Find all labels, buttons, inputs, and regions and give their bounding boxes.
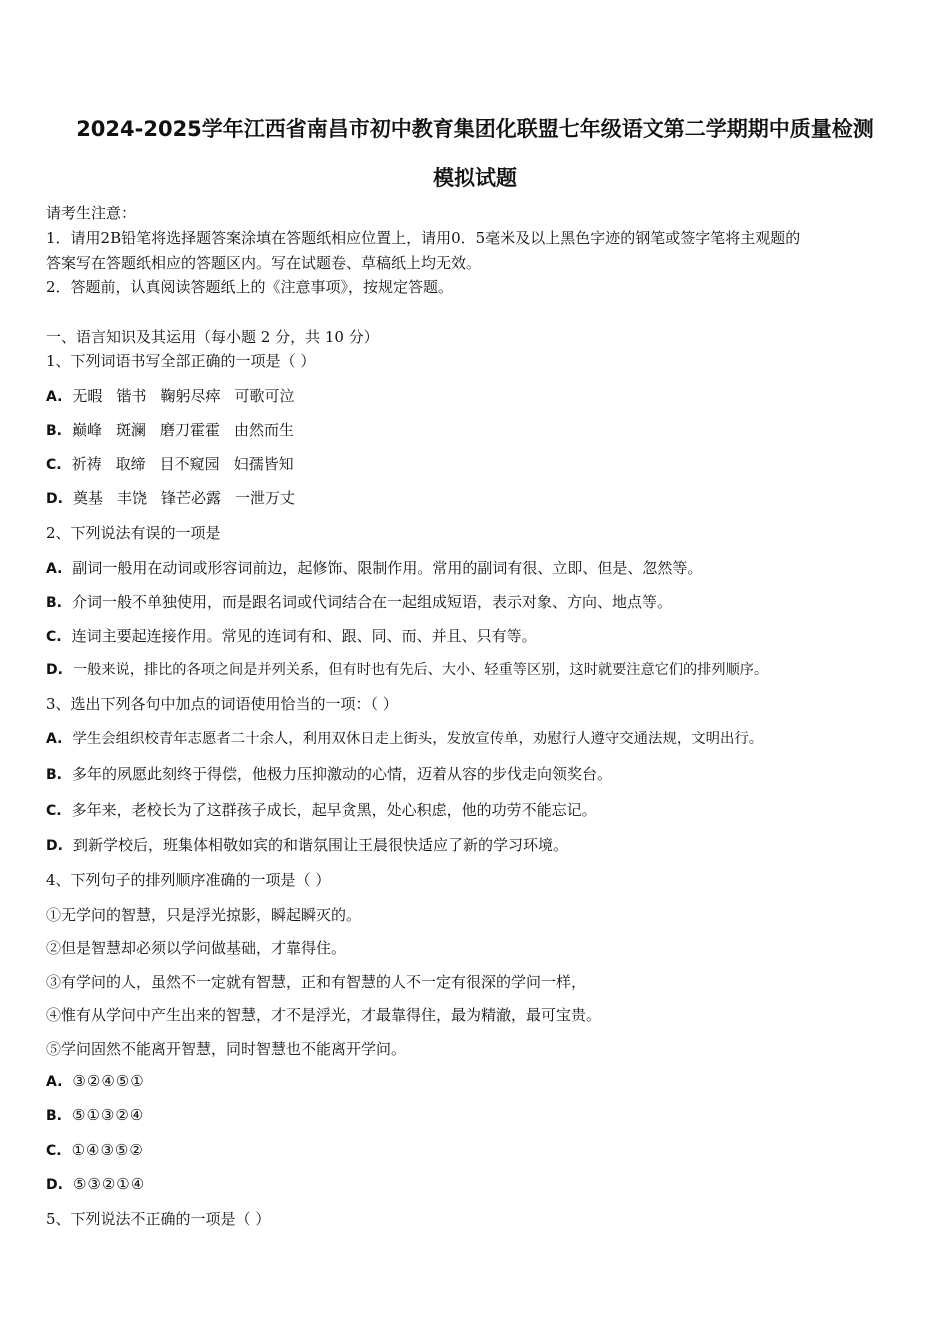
option-word: 妇孺皆知 bbox=[233, 455, 294, 473]
option-word: 取缔 bbox=[115, 455, 146, 473]
option-text: 学生会组织校青年志愿者二十余人，利用双休日走上街头，发放宣传单，劝慰行人遵守交通法规，文明出行。 bbox=[72, 731, 764, 747]
option-word: 祈祷 bbox=[71, 455, 102, 473]
question-4-sentence: ②但是智慧却必须以学问做基础，才靠得住。 bbox=[46, 939, 347, 957]
notice-item-1-cont: 答案写在答题纸相应的答题区内。写在试题卷、草稿纸上均无效。 bbox=[46, 254, 482, 272]
question-2-option-b bbox=[46, 592, 672, 613]
option-label: D. bbox=[46, 491, 63, 507]
option-label: A. bbox=[46, 1074, 63, 1090]
section-heading: 一、语言知识及其运用（每小题 2 分，共 10 分） bbox=[46, 328, 379, 346]
option-word: 巅峰 bbox=[72, 421, 103, 439]
question-3-option-a bbox=[46, 729, 763, 749]
question-4-sentence: ③有学问的人，虽然不一定就有智慧，正和有智慧的人不一定有很深的学问一样， bbox=[46, 973, 587, 991]
question-1-option-c bbox=[46, 454, 308, 475]
option-text: 介词一般不单独使用，而是跟名词或代词结合在一起组成短语，表示对象、方向、地点等。 bbox=[72, 593, 673, 611]
question-4-sentence: ①无学问的智慧，只是浮光掠影，瞬起瞬灭的。 bbox=[46, 906, 362, 924]
option-label: B. bbox=[46, 595, 62, 611]
option-text: ⑤③②①④ bbox=[72, 1175, 146, 1193]
option-label: B. bbox=[46, 767, 62, 783]
question-2-option-a bbox=[46, 558, 702, 579]
option-word: 奠基 bbox=[72, 489, 103, 507]
question-1-option-d bbox=[46, 488, 309, 509]
option-label: C. bbox=[46, 1143, 62, 1159]
option-word: 锴书 bbox=[116, 387, 147, 405]
option-text: ③②④⑤① bbox=[72, 1072, 145, 1090]
question-4-option-a bbox=[46, 1071, 145, 1092]
question-1-stem: 1、下列词语书写全部正确的一项是（ ） bbox=[46, 352, 316, 370]
question-2-option-d bbox=[46, 660, 768, 680]
option-label: A. bbox=[46, 389, 63, 405]
option-text: 连词主要起连接作用。常见的连词有和、跟、同、而、并且、只有等。 bbox=[71, 627, 537, 645]
question-2-stem: 2、下列说法有误的一项是 bbox=[46, 524, 221, 542]
question-3-stem: 3、选出下列各句中加点的词语使用恰当的一项：（ ） bbox=[46, 695, 398, 713]
option-label: A. bbox=[46, 561, 63, 577]
question-5-stem: 5、下列说法不正确的一项是（ ） bbox=[46, 1210, 271, 1228]
option-word: 由然而生 bbox=[234, 421, 295, 439]
option-text: 多年来，老校长为了这群孩子成长，起早贪黑，处心积虑，他的功劳不能忘记。 bbox=[71, 801, 597, 819]
question-4-sentence: ④惟有从学问中产生出来的智慧，才不是浮光，才最靠得住，最为精澈，最可宝贵。 bbox=[46, 1006, 602, 1024]
option-text: 多年的夙愿此刻终于得偿，他极力压抑激动的心情，迈着从容的步伐走向领奖台。 bbox=[72, 765, 613, 783]
question-3-option-c bbox=[46, 800, 597, 821]
option-word: 可歌可泣 bbox=[234, 387, 295, 405]
question-4-option-c bbox=[46, 1140, 144, 1161]
option-label: A. bbox=[46, 731, 63, 747]
option-word: 斑澜 bbox=[116, 421, 147, 439]
question-4-sentence: ⑤学问固然不能离开智慧，同时智慧也不能离开学问。 bbox=[46, 1040, 407, 1058]
page-title-line2: 模拟试题 bbox=[433, 166, 517, 190]
option-text: 副词一般用在动词或形容词前边，起修饰、限制作用。常用的副词有很、立即、但是、忽然等。 bbox=[72, 559, 703, 577]
option-label: C. bbox=[46, 803, 62, 819]
option-label: B. bbox=[46, 423, 62, 439]
question-4-option-d bbox=[46, 1174, 145, 1195]
option-word: 无暇 bbox=[72, 387, 103, 405]
option-word: 锋芒必露 bbox=[160, 489, 221, 507]
option-text: 一般来说，排比的各项之间是并列关系，但有时也有先后、大小、轻重等区别，这时就要注意它们的排列顺序。 bbox=[72, 662, 769, 678]
notice-item-2: 2．答题前，认真阅读答题纸上的《注意事项》，按规定答题。 bbox=[46, 278, 454, 296]
question-1-option-b bbox=[46, 420, 308, 441]
question-1-option-a bbox=[46, 386, 308, 407]
question-3-option-d bbox=[46, 835, 568, 856]
question-3-option-b bbox=[46, 764, 612, 785]
option-word: 目不窥园 bbox=[159, 455, 220, 473]
option-label: D. bbox=[46, 662, 63, 678]
option-word: 一泄万丈 bbox=[235, 489, 296, 507]
question-4-option-b bbox=[46, 1105, 144, 1126]
question-4-stem: 4、下列句子的排列顺序准确的一项是（ ） bbox=[46, 871, 331, 889]
option-label: B. bbox=[46, 1108, 62, 1124]
option-label: D. bbox=[46, 838, 63, 854]
option-text: ①④③⑤② bbox=[71, 1141, 144, 1159]
option-label: C. bbox=[46, 629, 62, 645]
option-label: D. bbox=[46, 1177, 63, 1193]
option-word: 磨刀霍霍 bbox=[160, 421, 221, 439]
option-text: ⑤①③②④ bbox=[72, 1106, 145, 1124]
option-word: 丰饶 bbox=[116, 489, 147, 507]
option-word: 鞠躬尽瘁 bbox=[160, 387, 221, 405]
notice-heading: 请考生注意： bbox=[46, 204, 137, 222]
option-label: C. bbox=[46, 457, 62, 473]
question-2-option-c bbox=[46, 626, 537, 647]
option-text: 到新学校后，班集体相敬如宾的和谐氛围让王晨很快适应了新的学习环境。 bbox=[72, 836, 568, 854]
notice-item-1: 1．请用2B铅笔将选择题答案涂填在答题纸相应位置上，请用0．5毫米及以上黑色字迹的钢笔或签字笔将主观题的 bbox=[46, 229, 801, 247]
page-title: 2024-2025学年江西省南昌市初中教育集团化联盟七年级语文第二学期期中质量检测 bbox=[76, 117, 874, 141]
